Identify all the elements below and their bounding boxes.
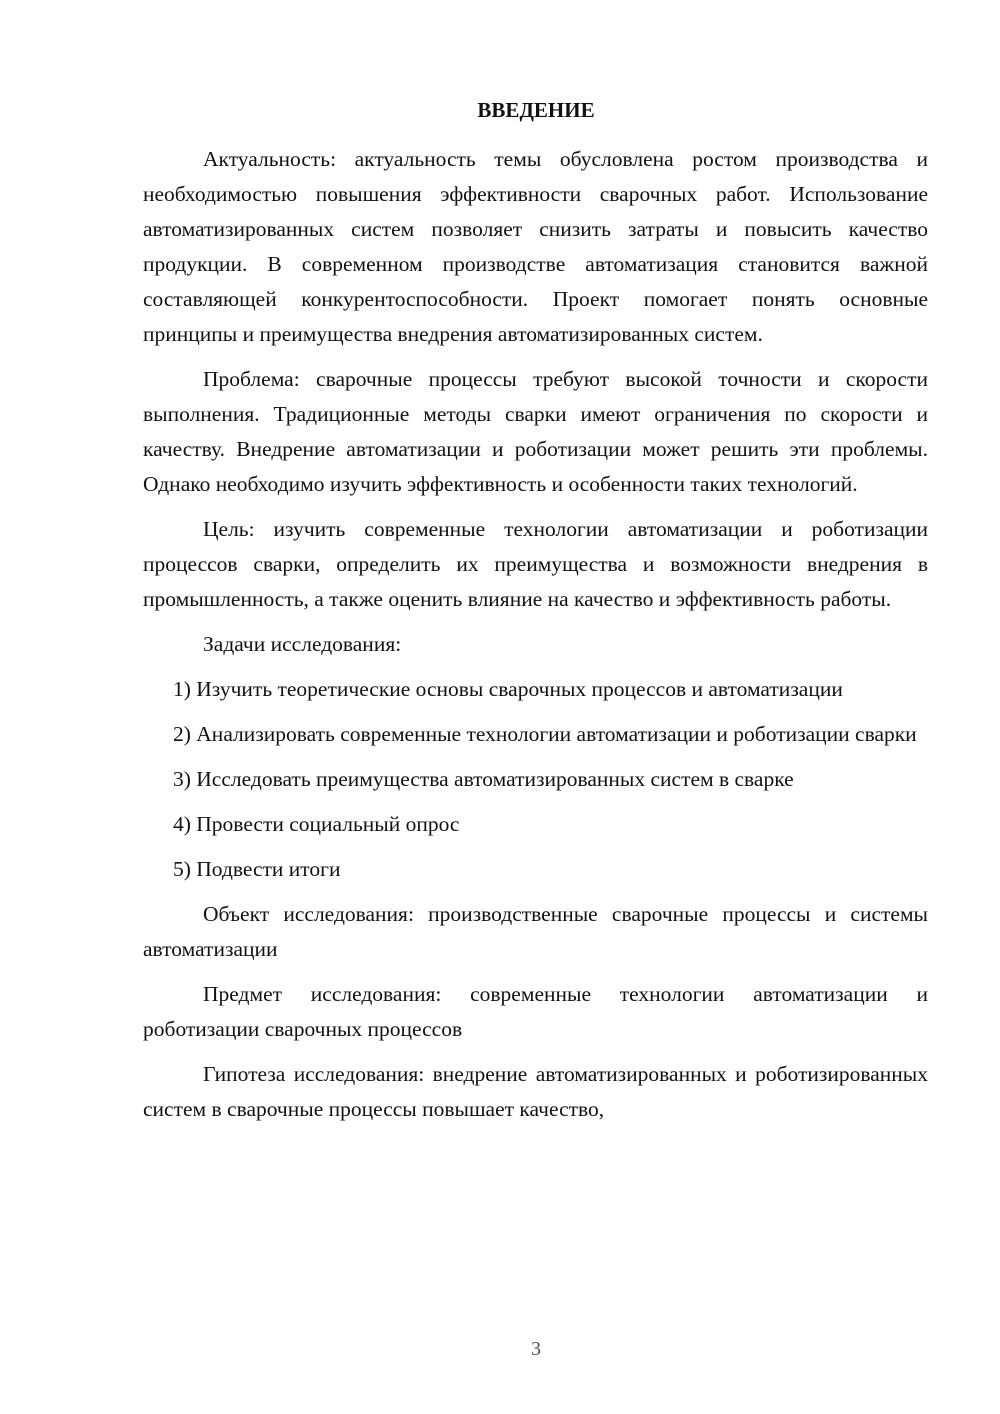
paragraph-goal: Цель: изучить современные технологии автоматизации и роботизации процессов сварки, определить их преимущества и возможности внедрения в промышленность, а также оценить влияние на качество и эффективность работы. bbox=[143, 517, 928, 611]
task-item-3: 3) Исследовать преимущества автоматизированных систем в сварке bbox=[173, 767, 794, 791]
paragraph-hypothesis: Гипотеза исследования: внедрение автоматизированных и роботизированных систем в сварочные процессы повышает качество, bbox=[143, 1062, 928, 1121]
paragraph-object: Объект исследования: производственные сварочные процессы и системы автоматизации bbox=[143, 902, 928, 961]
paragraph-relevance: Актуальность: актуальность темы обусловлена ростом производства и необходимостью повышения эффективности сварочных работ. Использование автоматизированных систем позволяет снизить затраты и повысить качество продукции. В современном производстве автоматизация становится важной составляющей конкурентоспособности. Проект помогает понять основные принципы и преимущества внедрения автоматизированных систем. bbox=[143, 147, 928, 346]
task-item-1: 1) Изучить теоретические основы сварочных процессов и автоматизации bbox=[173, 677, 843, 701]
paragraph-problem: Проблема: сварочные процессы требуют высокой точности и скорости выполнения. Традиционные методы сварки имеют ограничения по скорости и качеству. Внедрение автоматизации и роботизации может решить эти проблемы. Однако необходимо изучить эффективность и особенности таких технологий. bbox=[143, 367, 928, 496]
task-item-2: 2) Анализировать современные технологии автоматизации и роботизации сварки bbox=[173, 722, 917, 746]
paragraph-subject: Предмет исследования: современные технологии автоматизации и роботизации сварочных процессов bbox=[143, 982, 928, 1041]
paragraph-tasks-heading: Задачи исследования: bbox=[203, 632, 402, 656]
page-title: ВВЕДЕНИЕ bbox=[477, 98, 595, 122]
page-number: 3 bbox=[531, 1338, 541, 1360]
task-item-5: 5) Подвести итоги bbox=[173, 857, 341, 881]
document-body bbox=[143, 142, 928, 1127]
task-item-4: 4) Провести социальный опрос bbox=[173, 812, 460, 836]
